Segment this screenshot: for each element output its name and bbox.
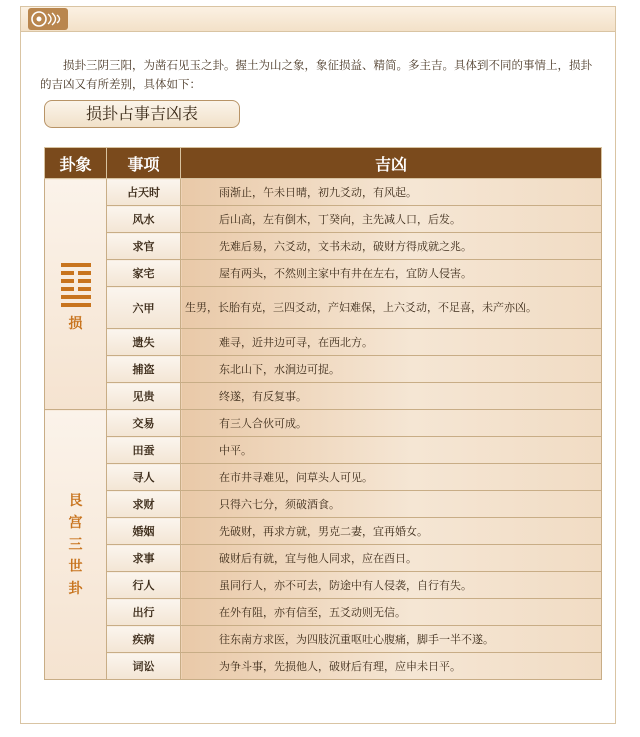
table-row	[45, 545, 602, 572]
item-cell: 田蚕	[107, 437, 181, 464]
table-row	[45, 383, 602, 410]
item-cell: 家宅	[107, 260, 181, 287]
desc-cell: 有三人合伙可成。	[181, 410, 602, 437]
item-cell: 求财	[107, 491, 181, 518]
desc-cell: 雨渐止，午未日晴，初九爻动，有风起。	[181, 179, 602, 206]
table-row	[45, 260, 602, 287]
item-cell: 交易	[107, 410, 181, 437]
table-row	[45, 287, 602, 329]
desc-cell: 在市井寻难见，问草头人可见。	[181, 464, 602, 491]
desc-cell: 先难后易，六爻动，文书未动，破财方得成就之兆。	[181, 233, 602, 260]
table-row	[45, 233, 602, 260]
table-row	[45, 653, 602, 680]
item-cell: 占天时	[107, 179, 181, 206]
item-cell: 六甲	[107, 287, 181, 329]
table-header-row	[45, 148, 602, 179]
desc-cell: 虽同行人，亦不可去，防途中有人侵袭，自行有失。	[181, 572, 602, 599]
table-row	[45, 410, 602, 437]
table-row	[45, 626, 602, 653]
palace-label: 艮宫三世卦	[68, 492, 83, 597]
hexagram-cell-sun	[45, 179, 107, 410]
item-cell: 出行	[107, 599, 181, 626]
sun-hexagram-icon	[61, 263, 91, 307]
table-row	[45, 518, 602, 545]
table-row	[45, 206, 602, 233]
header-result: 吉凶	[181, 148, 602, 179]
desc-cell: 破财后有就，宜与他人同求，应在酉日。	[181, 545, 602, 572]
header-item: 事项	[107, 148, 181, 179]
table-row	[45, 179, 602, 206]
item-cell: 词讼	[107, 653, 181, 680]
table-row	[45, 491, 602, 518]
table-row	[45, 464, 602, 491]
desc-cell: 难寻，近井边可寻，在西北方。	[181, 329, 602, 356]
desc-cell: 生男，长胎有克，三四爻动，产妇难保，上六爻动，不足喜，未产亦凶。	[181, 287, 602, 329]
item-cell: 疾病	[107, 626, 181, 653]
item-cell: 风水	[107, 206, 181, 233]
desc-cell: 为争斗事，先损他人，破财后有理，应申未日平。	[181, 653, 602, 680]
desc-cell: 东北山下，水涧边可捉。	[181, 356, 602, 383]
table-row	[45, 599, 602, 626]
table-row	[45, 437, 602, 464]
hexagram-label: 损	[68, 316, 83, 332]
hexagram-cell-gen-palace	[45, 410, 107, 680]
table-row	[45, 329, 602, 356]
item-cell: 求事	[107, 545, 181, 572]
desc-cell: 往东南方求医，为四肢沉重呕吐心腹痛，脚手一半不遂。	[181, 626, 602, 653]
desc-cell: 先破财，再求方就，男克二妻，宜再婚女。	[181, 518, 602, 545]
section-title: 损卦占事吉凶表	[44, 100, 240, 128]
desc-cell: 终遂，有反复事。	[181, 383, 602, 410]
item-cell: 行人	[107, 572, 181, 599]
ornament-logo-icon	[28, 8, 68, 30]
header-hexagram: 卦象	[45, 148, 107, 179]
fortune-table	[44, 147, 602, 680]
item-cell: 遗失	[107, 329, 181, 356]
intro-paragraph: 损卦三阴三阳，为凿石见玉之卦。握土为山之象，象征损益、精简。多主吉。具体到不同的事情上，损卦的吉凶又有所差别，具体如下：	[40, 57, 592, 91]
item-cell: 求官	[107, 233, 181, 260]
desc-cell: 屋有两头，不然则主家中有井在左右，宜防人侵害。	[181, 260, 602, 287]
desc-cell: 中平。	[181, 437, 602, 464]
table-row	[45, 356, 602, 383]
item-cell: 见贵	[107, 383, 181, 410]
item-cell: 捕盗	[107, 356, 181, 383]
desc-cell: 在外有阻，亦有信至，五爻动则无信。	[181, 599, 602, 626]
table-row	[45, 572, 602, 599]
item-cell: 婚姻	[107, 518, 181, 545]
item-cell: 寻人	[107, 464, 181, 491]
desc-cell: 后山高，左有倒木，丁癸向，主先减人口，后发。	[181, 206, 602, 233]
desc-cell: 只得六七分，须破酒食。	[181, 491, 602, 518]
